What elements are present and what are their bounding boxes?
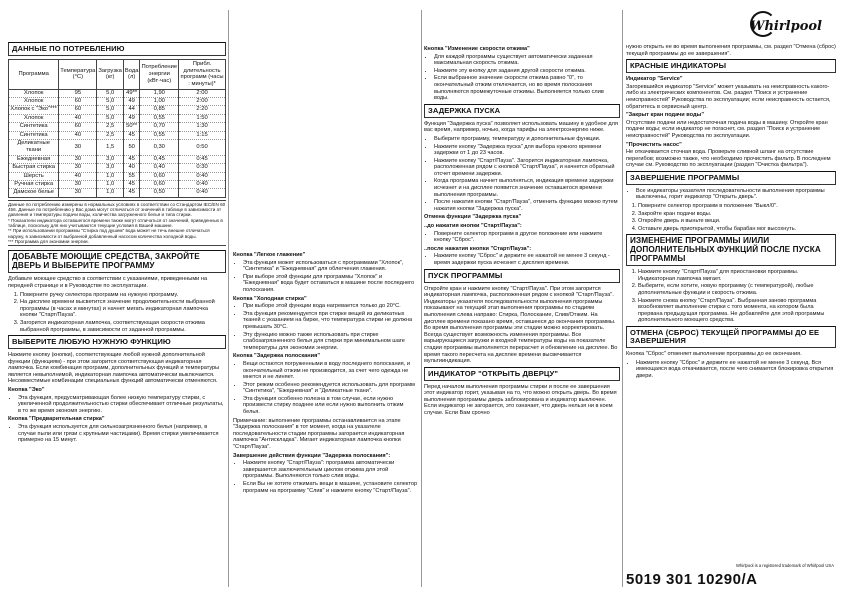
- list-item: • Нажмите кнопку "Старт/Пауза". Загорится индикаторная лампочка, расположенная рядом с кнопкой "Старт/Пауза", и начнется обратный отсчет времени задержки.: [434, 158, 620, 178]
- list-item: • Эта функция особенно полезна в том случае, если нужно произвести стирку позднее или если нужно выполнить отжим белья.: [243, 396, 419, 416]
- end-list: [626, 188, 836, 201]
- table-row: [9, 89, 226, 97]
- note: Данные по потреблению измерены в нормальных условиях в соответствии со Стандартом IEC/EN 60 456. Данные по потреблению у Вас дома могут отличаться от значений в таблице в зависимости от давления и температуры подачи воды, количества загруженного белья и типа стирки.: [8, 201, 226, 218]
- table-cell: 2:00: [179, 89, 226, 97]
- rinse-hold-note: Примечание: выполнение программы останавливается на этапе "Задержка полоскания" в тот момент, когда на указателе последовательности стадии программы загорается индикаторная лампочка "Антискладка". Мигает индикаторная лампочка кнопки "Старт/Пауза".: [233, 417, 405, 451]
- table-cell: 1:50: [179, 114, 226, 122]
- table-cell: Хлопок: [9, 98, 59, 106]
- table-cell: 0,50: [140, 189, 179, 197]
- table-cell: 5,0: [97, 98, 123, 106]
- prewash-list: [8, 424, 226, 444]
- table-cell: Хлопок с "Эко"***: [10, 106, 57, 113]
- door-continued: нужно открыть ее во время выполнения программы, см. раздел "Отмена (сброс) текущей программы до ее завершения".: [626, 44, 836, 57]
- table-cell: Деликатные ткани: [9, 140, 59, 156]
- rinse-hold-end-list: [233, 460, 419, 494]
- trademark-note: Whirlpool is a registered trademark of Whirlpool USA: [736, 563, 834, 569]
- table-cell: 1,00: [140, 98, 179, 106]
- list-item: • Нажмите кнопку "Сброс" и держите ее нажатой не менее 3 секунд - время задержки пуска исчезнет с дисплея времени.: [434, 253, 620, 266]
- end-title: ЗАВЕРШЕНИЕ ПРОГРАММЫ: [626, 171, 836, 185]
- document-number-block: [626, 563, 836, 589]
- note: * Показатели индикатора оставшегося времени также могут отличаться от значений, приведенных в таблице, поскольку для них учитываются текущие условия в Вашей машине.: [8, 217, 223, 228]
- table-cell: 0,55: [140, 131, 179, 139]
- tap-title: "Закрыт кран подачи воды": [626, 112, 704, 119]
- list-item: • Если Вы не хотите отжимать вещи в машине, установите селектор программ на программу "Слив" и нажмите кнопку "Старт/Пауза".: [243, 481, 419, 494]
- table-cell: 0,60: [140, 172, 179, 180]
- column-1: [8, 40, 226, 446]
- table-cell: 60: [59, 106, 97, 114]
- table-cell: 0:40: [179, 172, 226, 180]
- table-cell: 1:30: [179, 123, 226, 131]
- rinse-hold-list: [233, 361, 419, 416]
- door-text: Перед началом выполнения программы стирки и после ее завершения этот индикатор горит, указывая на то, что можно открыть дверь. Во время выполнения программы дверь заблокирована и индикатор выключен. Если индикатор не загорается, это означает, что дверь нельзя ни в коем случае. Если Вам срочно: [424, 383, 617, 417]
- list-item: • Когда программа начнет выполняться, индикация времени задержки исчезнет и на дисплее появится значение оставшегося времени выполнения программы.: [434, 178, 620, 198]
- list-item: • Нажмите кнопку "Сброс" и держите ее нажатой не менее 3 секунд. Вся имеющаяся вода откачивается, после чего снимается блокировка открытия двери.: [636, 360, 836, 380]
- header-energy: Потребление энергии (кВт·час): [140, 59, 179, 89]
- table-cell: 0:40: [179, 189, 226, 197]
- spin-speed-list: [424, 54, 620, 102]
- list-item: 3. Нажмите снова кнопку "Старт/Пауза". Выбранная заново программа возобновляет выполнение стирки с того момента, на котором была прервана предыдущая программа. Не добавляйте для этой программы дополнительного моющего средства.: [638, 298, 836, 324]
- note: ** При использовании программы "Стирка под душем" вода может не течь внешне отличаться наружу, в зависимости от выбранной добавленный насосом количества холодной воды.: [8, 228, 210, 239]
- column-3: [424, 44, 620, 419]
- table-cell: 44: [123, 106, 140, 114]
- header-temperature: Температура (°C): [59, 59, 97, 89]
- table-cell: 0,70: [140, 123, 179, 131]
- list-item: • Эту функцию можно также использовать при стирке слабозагрязненного белья для стирки при минимальном шаге температуры для экономии энергии.: [243, 332, 419, 352]
- table-cell: Ежедневная: [9, 155, 59, 163]
- table-cell: Ручная стирка: [9, 181, 59, 189]
- functions-intro: Нажмите кнопку (кнопки), соответствующие любой нужной дополнительной функции (функциям) - при этом загорится соответствующая индикаторная лампочка. Если комбинация программ, дополнительных функций и температуры является невыполнимой, индикаторная лампочка автоматически выключается. Несовместимые комбинации специальных функций автоматически отменяются.: [8, 352, 220, 385]
- column-2: [233, 250, 419, 496]
- service-text: Загоревшийся индикатор "Service" может указывать на неисправность какого-либо из электрических компонентов. См. раздел "Поиск и устранение неисправностей" Руководства по эксплуатации; если неисправность остается, обратитесь в сервисный центр.: [626, 83, 831, 110]
- delay-cancel-title: Отмена функции "Задержка пуска": [424, 214, 522, 221]
- header-duration: Прибл. длительность программ (часы : минуты)*: [179, 59, 226, 89]
- table-cell: 95: [59, 89, 97, 97]
- list-item: 4. Оставьте дверь приоткрытой, чтобы барабан мог высохнуть.: [638, 226, 836, 233]
- table-cell: 1:15: [179, 131, 226, 139]
- functions-title: ВЫБЕРИТЕ ЛЮБУЮ НУЖНУЮ ФУНКЦИЮ: [8, 335, 226, 349]
- list-item: • Эта функция используется для сильнозагрязненного белья (например, в случае пыли или грязи с крупными частицами). Время стирки увеличивается примерно на 15 минут.: [18, 424, 226, 444]
- table-cell: 49: [123, 114, 140, 122]
- detergent-title: ДОБАВЬТЕ МОЮЩИЕ СРЕДСТВА, ЗАКРОЙТЕ ДВЕРЬ И ВЫБЕРИТЕ ПРОГРАММУ: [8, 250, 226, 273]
- list-item: • Этот режим особенно рекомендуется использовать для программ "Синтетика", "Ежедневная" и "Деликатные ткани".: [243, 382, 419, 395]
- table-cell: 40: [123, 164, 140, 172]
- table-cell: 2,5: [97, 131, 123, 139]
- table-cell: 0:30: [179, 164, 226, 172]
- table-cell: 1,0: [97, 181, 123, 189]
- list-item: • Нажмите эту кнопку для задания другой скорости отжима.: [434, 68, 620, 75]
- table-cell: 3,0: [97, 155, 123, 163]
- table-row: [9, 114, 226, 122]
- table-cell: 45: [123, 189, 140, 197]
- table-cell: 30: [59, 181, 97, 189]
- pump-text: Не откачивается сточная вода. Проверьте сливной шланг на отсутствие перегибов; возможно также, что необходимо прочистить фильтр. В последнем случае см. Руководство по эксплуатации (раздел "Очистка фильтра").: [626, 149, 831, 169]
- consumption-notes: [8, 200, 226, 246]
- start-title: ПУСК ПРОГРАММЫ: [424, 269, 620, 283]
- table-cell: 45: [123, 131, 140, 139]
- table-row: [9, 181, 226, 189]
- table-cell: 49: [123, 98, 140, 106]
- delay-cancel-after-list: [424, 253, 620, 266]
- table-cell: 50**: [123, 123, 140, 131]
- rinse-hold-title: Кнопка "Задержка полоскания": [233, 353, 320, 360]
- table-row: [9, 172, 226, 180]
- spin-speed-title: Кнопка "Изменение скорости отжима": [424, 46, 530, 52]
- table-cell: Хлопок: [9, 114, 59, 122]
- red-indicators-title: КРАСНЫЕ ИНДИКАТОРЫ: [626, 59, 836, 73]
- list-item: • При выборе этой функции для программы "Хлопок" и "Ежедневная" вода будет оставаться в машине после последнего полоскания.: [243, 274, 419, 294]
- table-cell: 60: [59, 98, 97, 106]
- table-cell: 5,0: [97, 106, 123, 114]
- brand-name: Whirlpool: [749, 19, 822, 34]
- list-item: • Выберите программу, температуру и дополнительные функции.: [434, 136, 620, 143]
- table-cell: 1,5: [97, 140, 123, 156]
- table-cell: Хлопок: [9, 89, 59, 97]
- table-cell: 0,55: [140, 114, 179, 122]
- table-cell: 40: [59, 172, 97, 180]
- cold-wash-list: [233, 303, 419, 351]
- change-title: ИЗМЕНЕНИЕ ПРОГРАММЫ И/ИЛИ ДОПОЛНИТЕЛЬНЫХ ФУНКЦИЙ ПОСЛЕ ПУСКА ПРОГРАММЫ: [626, 234, 836, 266]
- table-row: [9, 155, 226, 163]
- change-steps: [626, 269, 836, 324]
- table-row: [9, 189, 226, 197]
- delay-cancel-before: ..до нажатия кнопки "Старт/Пауза":: [424, 223, 522, 230]
- table-cell: 5,0: [97, 114, 123, 122]
- list-item: 3. Откройте дверь и выньте вещи.: [638, 218, 836, 225]
- table-cell: 40: [59, 131, 97, 139]
- easy-iron-title: Кнопка "Легкое глажение": [233, 252, 306, 258]
- delay-list: [424, 136, 620, 213]
- table-cell: 60: [59, 123, 97, 131]
- header-program: Программа: [9, 59, 59, 89]
- table-cell: 1,0: [97, 189, 123, 197]
- list-item: 2. На дисплее времени высветится значение продолжительности выбранной программы (в часах и минутах) и начнет мигать индикаторная лампочка кнопки "Старт/Пауза".: [20, 299, 226, 319]
- list-item: • Эта функция может использоваться с программами "Хлопок", "Синтетика" и "Ежедневная" для облегчения глажения.: [243, 260, 419, 273]
- document-number: 5019 301 10290/A: [626, 571, 758, 589]
- list-item: 2. Выберите, если хотите, новую программу (с температурой), любые дополнительные функции и скорость отжима.: [638, 283, 836, 296]
- delay-title: ЗАДЕРЖКА ПУСКА: [424, 104, 620, 118]
- table-cell: 0,45: [140, 155, 179, 163]
- table-cell: 0:50: [179, 140, 226, 156]
- reset-title: ОТМЕНА (СБРОС) ТЕКУЩЕЙ ПРОГРАММЫ ДО ЕЕ ЗАВЕРШЕНИЯ: [626, 326, 836, 348]
- list-item: • Нажмите кнопку "Задержка пуска" для выбора нужного времени задержки от 1 до 23 часов.: [434, 144, 620, 157]
- table-cell: 50: [123, 140, 140, 156]
- table-row: [9, 140, 226, 156]
- table-cell: 2,5: [97, 123, 123, 131]
- table-row: [9, 98, 226, 106]
- table-cell: Синтетика: [9, 123, 59, 131]
- list-item: • При выборе этой функции вода нагревается только до 20°С.: [243, 303, 419, 310]
- list-item: • Если выбранное значение скорости отжима равно "0", то окончательный отжим отключается, но во время полоскания выполняются промежуточные отжимы. Выполняется только слив воды.: [434, 75, 620, 101]
- list-item: • Поверните селектор программ в другое положение или нажмите кнопку "Сброс".: [434, 231, 620, 244]
- header-water: Вода (л): [123, 59, 140, 89]
- table-cell: 55: [123, 172, 140, 180]
- eco-title: Кнопка "Эко": [8, 387, 45, 394]
- list-item: • Нажмите кнопку "Старт/Пауза": программа автоматически завершается заключительным циклом отжима для этой программы. Выполняются только слив воды.: [243, 460, 419, 480]
- service-title: Индикатор "Service": [626, 76, 683, 83]
- list-item: 3. Загорится индикаторная лампочка, соответствующая скорости отжима выбранной программы, в зависимости от заданной программы.: [20, 320, 226, 333]
- list-item: • Для каждой программы существует автоматически заданная максимальная скорость отжима.: [434, 54, 620, 67]
- table-row: [9, 123, 226, 131]
- table-cell: 30: [59, 155, 97, 163]
- consumption-table: [8, 59, 226, 198]
- brand-logo: [741, 5, 836, 35]
- table-cell: 5,0: [97, 89, 123, 97]
- table-cell: 2:20: [179, 106, 226, 114]
- detergent-steps: [8, 292, 226, 334]
- list-item: 1. Нажмите кнопку "Старт/Пауза" для приостановки программы. Индикаторная лампочка мигает.: [638, 269, 836, 282]
- table-cell: 2:00: [179, 98, 226, 106]
- end-steps: [626, 203, 836, 232]
- list-item: • Все индикаторы указателя последовательности выполнения программы выключены, горит индикатор "Открыть дверь".: [636, 188, 836, 201]
- table-cell: 0:40: [179, 181, 226, 189]
- delay-cancel-before-list: [424, 231, 620, 244]
- table-cell: 30: [59, 189, 97, 197]
- delay-cancel-after: ..после нажатия кнопки "Старт/Пауза":: [424, 245, 532, 252]
- door-title: ИНДИКАТОР "ОТКРЫТЬ ДВЕРЦУ": [424, 367, 620, 381]
- pump-title: "Прочистить насос": [626, 141, 682, 148]
- table-cell: 0,40: [140, 164, 179, 172]
- list-item: • Эта функция, предусматривающая более низкую температуру стирки, с увеличенной продолжительностью стирки обеспечивает отличные результаты, в то же время экономя энергию.: [18, 395, 226, 415]
- table-cell: 49**: [123, 89, 140, 97]
- consumption-body: [9, 89, 226, 197]
- cold-wash-title: Кнопка "Холодная стирка": [233, 295, 307, 302]
- table-row: [9, 131, 226, 139]
- column-4: [626, 44, 836, 381]
- table-cell: 0,85: [140, 106, 179, 114]
- table-cell: 30: [59, 164, 97, 172]
- column-divider: [622, 10, 623, 587]
- header-load: Загрузка (кг): [97, 59, 123, 89]
- tap-text: Отсутствие подачи или недостаточная подача воды в машину. Откройте кран подачи воды; если индикатор не погаснет, см. раздел "Поиск и устранение неисправностей" Руководства по эксплуатации.: [626, 119, 828, 139]
- delay-intro: Функция "Задержка пуска" позволяет использовать машину в удобное для вас время, например, ночью, когда тарифы на электроэнергию ниже.: [424, 120, 618, 134]
- table-cell: 45: [123, 155, 140, 163]
- table-cell: 1,0: [97, 172, 123, 180]
- table-cell: Быстрая стирка: [9, 164, 59, 172]
- table-cell: 45: [123, 181, 140, 189]
- table-cell: 30: [59, 140, 97, 156]
- reset-list: [626, 360, 836, 380]
- prewash-title: Кнопка "Предварительная стирка": [8, 416, 105, 423]
- table-row: [9, 164, 226, 172]
- list-item: 1. Поверните ручку селектора программ на нужную программу.: [20, 292, 226, 299]
- table-cell: Шерсть: [9, 172, 59, 180]
- consumption-header-row: [9, 59, 226, 89]
- table-cell: 0:45: [179, 155, 226, 163]
- table-row: [9, 106, 226, 114]
- list-item: • После нажатия кнопки "Старт/Пауза", отменить функцию можно путем нажатия кнопки "Задержка пуска".: [434, 199, 620, 212]
- easy-iron-list: [233, 260, 419, 294]
- table-cell: 1,90: [140, 89, 179, 97]
- column-divider: [228, 10, 229, 587]
- column-divider: [421, 10, 422, 587]
- eco-list: [8, 395, 226, 415]
- consumption-title: ДАННЫЕ ПО ПОТРЕБЛЕНИЮ: [8, 42, 226, 56]
- list-item: • Вещи остаются погруженными в воду последнего полоскания, и окончательный отжим не производится, за счет чего одежда не мнется и не линяет.: [243, 361, 419, 381]
- list-item: 2. Закройте кран подачи воды.: [638, 211, 836, 218]
- list-item: 1. Поверните селектор программ в положение "Выкл/0".: [638, 203, 836, 210]
- start-text: Откройте кран и нажмите кнопку "Старт/Пауза". При этом загорится индикаторная лампочка, расположенная рядом с кнопкой "Старт/Пауза". Индикаторы указателя последовательности выполнения программы показывают на текущий этап выполнения программы по стадиям выполнения слева направо: Стирка, Полоскание, Слив/Отжим. На дисплее времени показано время, оставшееся до окончания программы. Во время выполнения программы эти стадии можно корректировать. Всегда существует возможность изменения программы. Все варьирующиеся загрузки и входной температуры воды на показателе стадии программы выполняется перерасчет и обновление на дисплее. Во время такого пересчета на дисплее времени высвечивается мультииндикация.: [424, 285, 618, 365]
- table-cell: 3,0: [97, 164, 123, 172]
- table-cell: 0,60: [140, 181, 179, 189]
- table-cell: Дамское белье: [9, 189, 59, 197]
- table-cell: 0,30: [140, 140, 179, 156]
- note: *** Программа для экономии энергии.: [8, 238, 89, 244]
- list-item: • Эта функция рекомендуется при стирке вещей из деликатных тканей с указанием на бирке, что температура стирки не должна превышать 30°С.: [243, 311, 419, 331]
- table-cell: Синтетика: [9, 131, 59, 139]
- table-cell: 40: [59, 114, 97, 122]
- detergent-intro: Добавьте моющее средство в соответствии с указаниями, приведенными на передней странице и в Руководстве по эксплуатации.: [8, 276, 208, 289]
- reset-intro: Кнопка "Сброс" отменяет выполнение программы до ее окончания.: [626, 350, 802, 357]
- rinse-hold-end-title: Завершение действия функции "Задержка полоскания":: [233, 452, 391, 459]
